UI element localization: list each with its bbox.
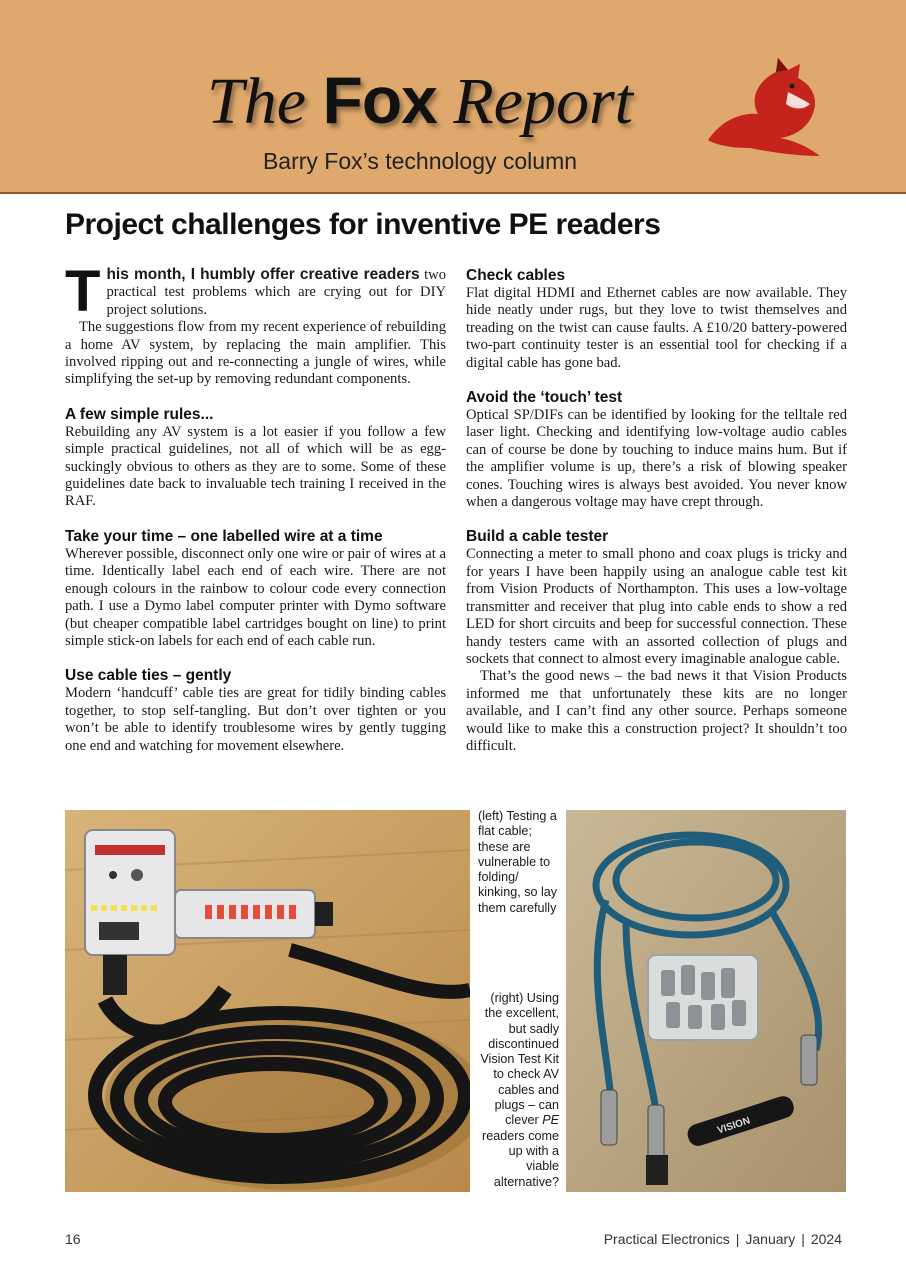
section-heading-take-your-time: Take your time – one labelled wire at a time [65, 527, 383, 545]
footer-separator-2: | [801, 1231, 805, 1247]
photo-vision-test-kit [566, 810, 846, 1192]
footer-month: January [745, 1231, 796, 1247]
lead-bold-text: his month, I humbly offer creative readers [106, 266, 420, 283]
masthead-report: Report [453, 65, 633, 138]
fox-icon [700, 52, 830, 162]
header-banner [0, 0, 906, 194]
footer-magazine: Practical Electronics [603, 1231, 730, 1247]
section-text-take-your-time: Wherever possible, disconnect only one wire or pair of wires at a time. Identically label each end of each wire. There are not enough colours in the rainbow to colour code every connection path. I use a Dymo label computer printer with Dymo software (but cheaper compatible label cartridges bought on line) to print simple stick-on labels for each end of each cable run. [65, 545, 446, 649]
right-column [466, 266, 847, 755]
vision-brand-label: VISION [715, 1115, 752, 1137]
drop-cap: T [65, 259, 101, 324]
photo-flat-cable-test [65, 810, 470, 1192]
left-column [65, 259, 446, 755]
section-heading-cable-tester: Build a cable tester [466, 528, 609, 546]
caption-right-text-2: readers come up with a viable alternative? [482, 1128, 559, 1189]
section-text-cable-ties: Modern ‘handcuff’ cable ties are great for tidily binding cables together, to stop self-tangling. But don’t over tighten or you won’t be able to identify troublesome wires by gently tugging one end and watching for movement elsewhere. [65, 685, 446, 754]
section-heading-cable-ties: Use cable ties – gently [65, 667, 232, 685]
section-text-touch-test: Optical SP/DIFs can be identified by looking for the telltale red laser light. Checking and identifying low-voltage audio cables can of course be done by touching to induce mains hum. But if the amplifier volume is up, there’s a risk of blowing speaker cones. Touching wires is always best avoided. You never know when a dangerous voltage may have crept through. [466, 407, 847, 511]
section-heading-touch-test: Avoid the ‘touch’ test [466, 389, 623, 407]
footer-publication [604, 1231, 842, 1247]
caption-left-photo: (left) Testing a flat cable; these are vulnerable to folding/ kinking, so lay them carefully [478, 809, 558, 915]
page-number: 16 [65, 1231, 81, 1247]
masthead-the: The [207, 65, 306, 138]
caption-right-italic: PE [542, 1113, 559, 1128]
section-text-cable-tester-2: That’s the good news – the bad news it that Vision Products informed me that unfortunately these kits are no longer available, and I can’t find any other source. Perhaps someone would like to make this a construction project? It shouldn’t too difficult. [466, 668, 847, 754]
section-heading-check-cables: Check cables [466, 267, 566, 284]
caption-right-photo [478, 991, 559, 1190]
section-text-check-cables: Flat digital HDMI and Ethernet cables are now available. They hide neatly under rugs, but they love to twist themselves and treading on the twist can cause faults. A £10/20 battery-powered two-part continuity tester is an essential tool for checking if a digital cable has gone bad. [466, 285, 847, 371]
caption-right-text-1: (right) Using the excellent, but sadly discontinued Vision Test Kit to check AV cables and plugs – can clever [480, 991, 559, 1128]
footer-year: 2024 [810, 1231, 842, 1247]
section-heading-simple-rules: A few simple rules... [65, 405, 214, 423]
article-headline: Project challenges for inventive PE readers [65, 208, 661, 241]
section-text-cable-tester: Connecting a meter to small phono and coax plugs is tricky and for years I have been happily using an analogue cable test kit from Vision Products of Northampton. This uses a low-voltage transmitter and receiver that plug into cable ends to show a red LED for short circuits and beep for successful connection. These handy testers came with an assorted collection of plugs and sockets that connect to almost every imaginable analogue cable. [466, 546, 847, 667]
masthead-fox: Fox [322, 63, 437, 137]
intro-paragraph-2: The suggestions flow from my recent experience of rebuilding a home AV system, by replacing the main amplifier. This involved ripping out and re-connecting a jungle of wires, while simplifying the set-up by removing redundant components. [65, 319, 446, 388]
column-subtitle: Barry Fox’s technology column [262, 148, 578, 174]
intro-rest-text: two practical test problems which are crying out for DIY project solutions. [106, 267, 446, 318]
footer-separator: | [735, 1231, 740, 1247]
photo-flat-cable-illustration [65, 810, 470, 1192]
intro-paragraph [65, 259, 446, 324]
section-text-simple-rules: Rebuilding any AV system is a lot easier if you follow a few simple practical guidelines, not all of which will be as egg-suckingly obvious to others as they are to some. Some of these guidelines date back to invaluable tech training I received in the RAF. [65, 423, 446, 510]
photo-vision-kit-illustration [566, 810, 846, 1192]
